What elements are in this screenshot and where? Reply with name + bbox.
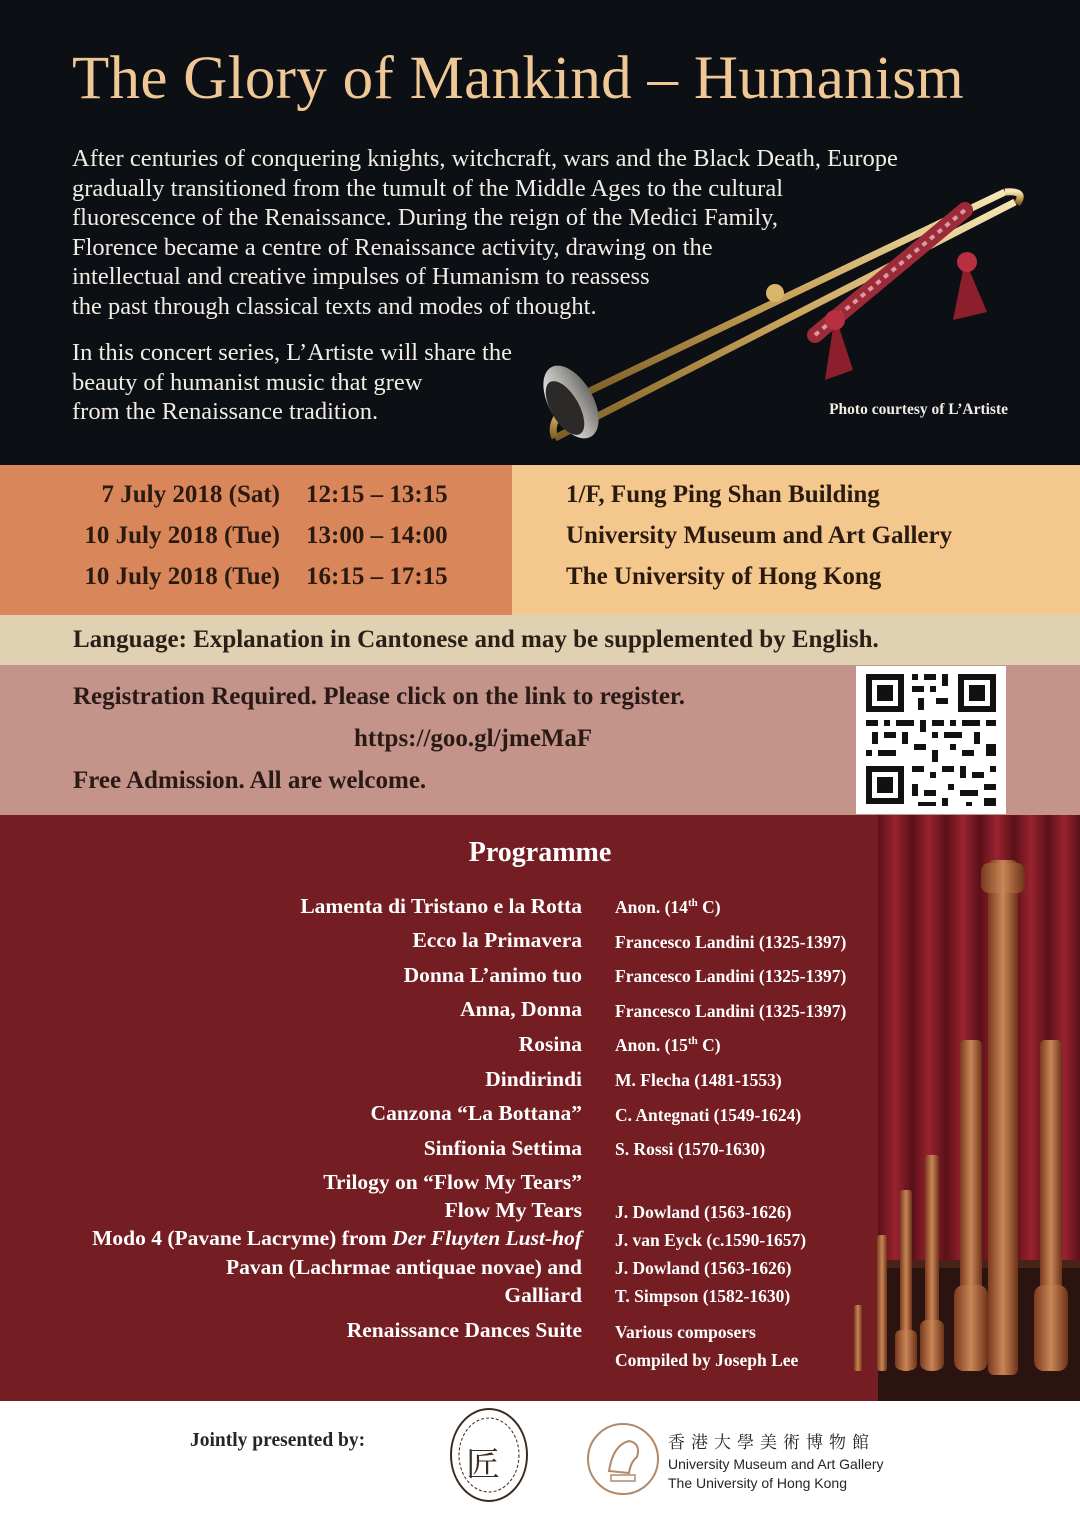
session-time: 12:15 – 13:15 (306, 481, 448, 508)
session-time: 13:00 – 14:00 (306, 522, 448, 549)
composer-text: Anon. (15 (615, 1035, 688, 1055)
composer: Francesco Landini (1325-1397) (615, 932, 847, 952)
programme-piece: Donna L’animo tuo (403, 963, 582, 987)
session-date: 10 July 2018 (Tue) (84, 522, 280, 549)
composer: M. Flecha (1481-1553) (615, 1070, 782, 1090)
university-name: The University of Hong Kong (668, 1475, 847, 1491)
intro-line: beauty of humanist music that grew (72, 368, 423, 396)
language-bar (0, 615, 1080, 665)
composer: Francesco Landini (1325-1397) (615, 1001, 847, 1021)
intro-line: the past through classical texts and modes of thought. (72, 292, 597, 320)
session-date: 7 July 2018 (Sat) (101, 481, 280, 508)
programme-section (0, 815, 1080, 1401)
qr-code[interactable] (856, 666, 1006, 814)
programme-piece: Dindirindi (485, 1067, 582, 1091)
intro-line: from the Renaissance tradition. (72, 398, 379, 425)
session-time: 16:15 – 17:15 (306, 563, 448, 590)
photo-credit: Photo courtesy of L’Artiste (829, 401, 1008, 418)
registration-text: Registration Required. Please click on the link to register. (73, 683, 685, 710)
venue-line: 1/F, Fung Ping Shan Building (566, 481, 880, 508)
programme-piece: Galliard (504, 1283, 582, 1307)
programme-piece: Rosina (518, 1032, 582, 1056)
composer (615, 1035, 721, 1056)
ordinal-suffix: th (687, 1035, 698, 1048)
programme-piece: Lamenta di Tristano e la Rotta (300, 894, 582, 918)
composer: Various composers (615, 1322, 756, 1342)
intro-line: In this concert series, L’Artiste will share the (72, 339, 512, 366)
programme-piece: Ecco la Primavera (412, 928, 582, 952)
lartiste-logo (446, 1403, 532, 1507)
museum-name-chinese: 香港大學美術博物館 (668, 1433, 875, 1453)
footer (0, 1401, 1080, 1527)
composer: T. Simpson (1582-1630) (615, 1286, 791, 1306)
composer-text: C) (697, 897, 721, 917)
header-section (0, 0, 1080, 465)
venue-line: University Museum and Art Gallery (566, 522, 953, 549)
programme-piece: Canzona “La Bottana” (370, 1101, 582, 1125)
schedule-section (0, 465, 1080, 615)
intro-line: fluorescence of the Renaissance. During the reign of the Medici Family, (72, 204, 778, 231)
composer (615, 897, 721, 918)
programme-title: Programme (468, 837, 612, 868)
ordinal-suffix: th (687, 897, 698, 910)
admission-text: Free Admission. All are welcome. (73, 767, 427, 794)
page-title: The Glory of Mankind – Humanism (72, 45, 964, 112)
composer: Compiled by Joseph Lee (615, 1350, 799, 1370)
composer-text: Anon. (14 (615, 897, 688, 917)
composer: J. Dowland (1563-1626) (615, 1202, 792, 1222)
session-date: 10 July 2018 (Tue) (84, 563, 280, 590)
modo-title: Der Fluyten Lust-hof (392, 1226, 582, 1250)
composer: J. Dowland (1563-1626) (615, 1258, 792, 1278)
venue-line: The University of Hong Kong (566, 563, 882, 590)
jointly-presented-label: Jointly presented by: (190, 1430, 366, 1451)
intro-line: Florence became a centre of Renaissance activity, drawing on the (72, 233, 713, 261)
venue-panel (512, 465, 1080, 615)
intro-line: intellectual and creative impulses of Humanism to reassess (72, 263, 650, 290)
programme-piece: Pavan (Lachrmae antiquae novae) and (226, 1255, 582, 1279)
dates-panel (0, 465, 512, 615)
programme-piece: Sinfionia Settima (423, 1136, 582, 1160)
museum-logo-icon (585, 1421, 661, 1497)
composer: Francesco Landini (1325-1397) (615, 966, 847, 986)
seal-character: 匠 (466, 1445, 500, 1485)
intro-paragraph (72, 144, 992, 321)
modo-prefix: Modo 4 (Pavane Lacryme) from (92, 1226, 393, 1250)
programme-piece: Anna, Donna (460, 997, 582, 1021)
composer: S. Rossi (1570-1630) (615, 1139, 766, 1159)
museum-name-english: University Museum and Art Gallery (668, 1456, 884, 1472)
intro-line: After centuries of conquering knights, witchcraft, wars and the Black Death, Europe (72, 145, 898, 172)
composer-text: C) (697, 1035, 721, 1055)
recorders-photo (840, 815, 1080, 1401)
composer: C. Antegnati (1549-1624) (615, 1105, 802, 1125)
composer: J. van Eyck (c.1590-1657) (615, 1230, 807, 1250)
programme-piece: Flow My Tears (444, 1198, 582, 1222)
intro-line: gradually transitioned from the tumult of the Middle Ages to the cultural (72, 174, 784, 202)
intro-paragraph-2 (72, 338, 512, 427)
language-text: Language: Explanation in Cantonese and may be supplemented by English. (73, 626, 879, 653)
programme-piece: Trilogy on “Flow My Tears” (323, 1170, 582, 1194)
registration-link[interactable]: https://goo.gl/jmeMaF (354, 725, 593, 752)
programme-piece (92, 1226, 582, 1251)
programme-piece: Renaissance Dances Suite (346, 1318, 582, 1342)
